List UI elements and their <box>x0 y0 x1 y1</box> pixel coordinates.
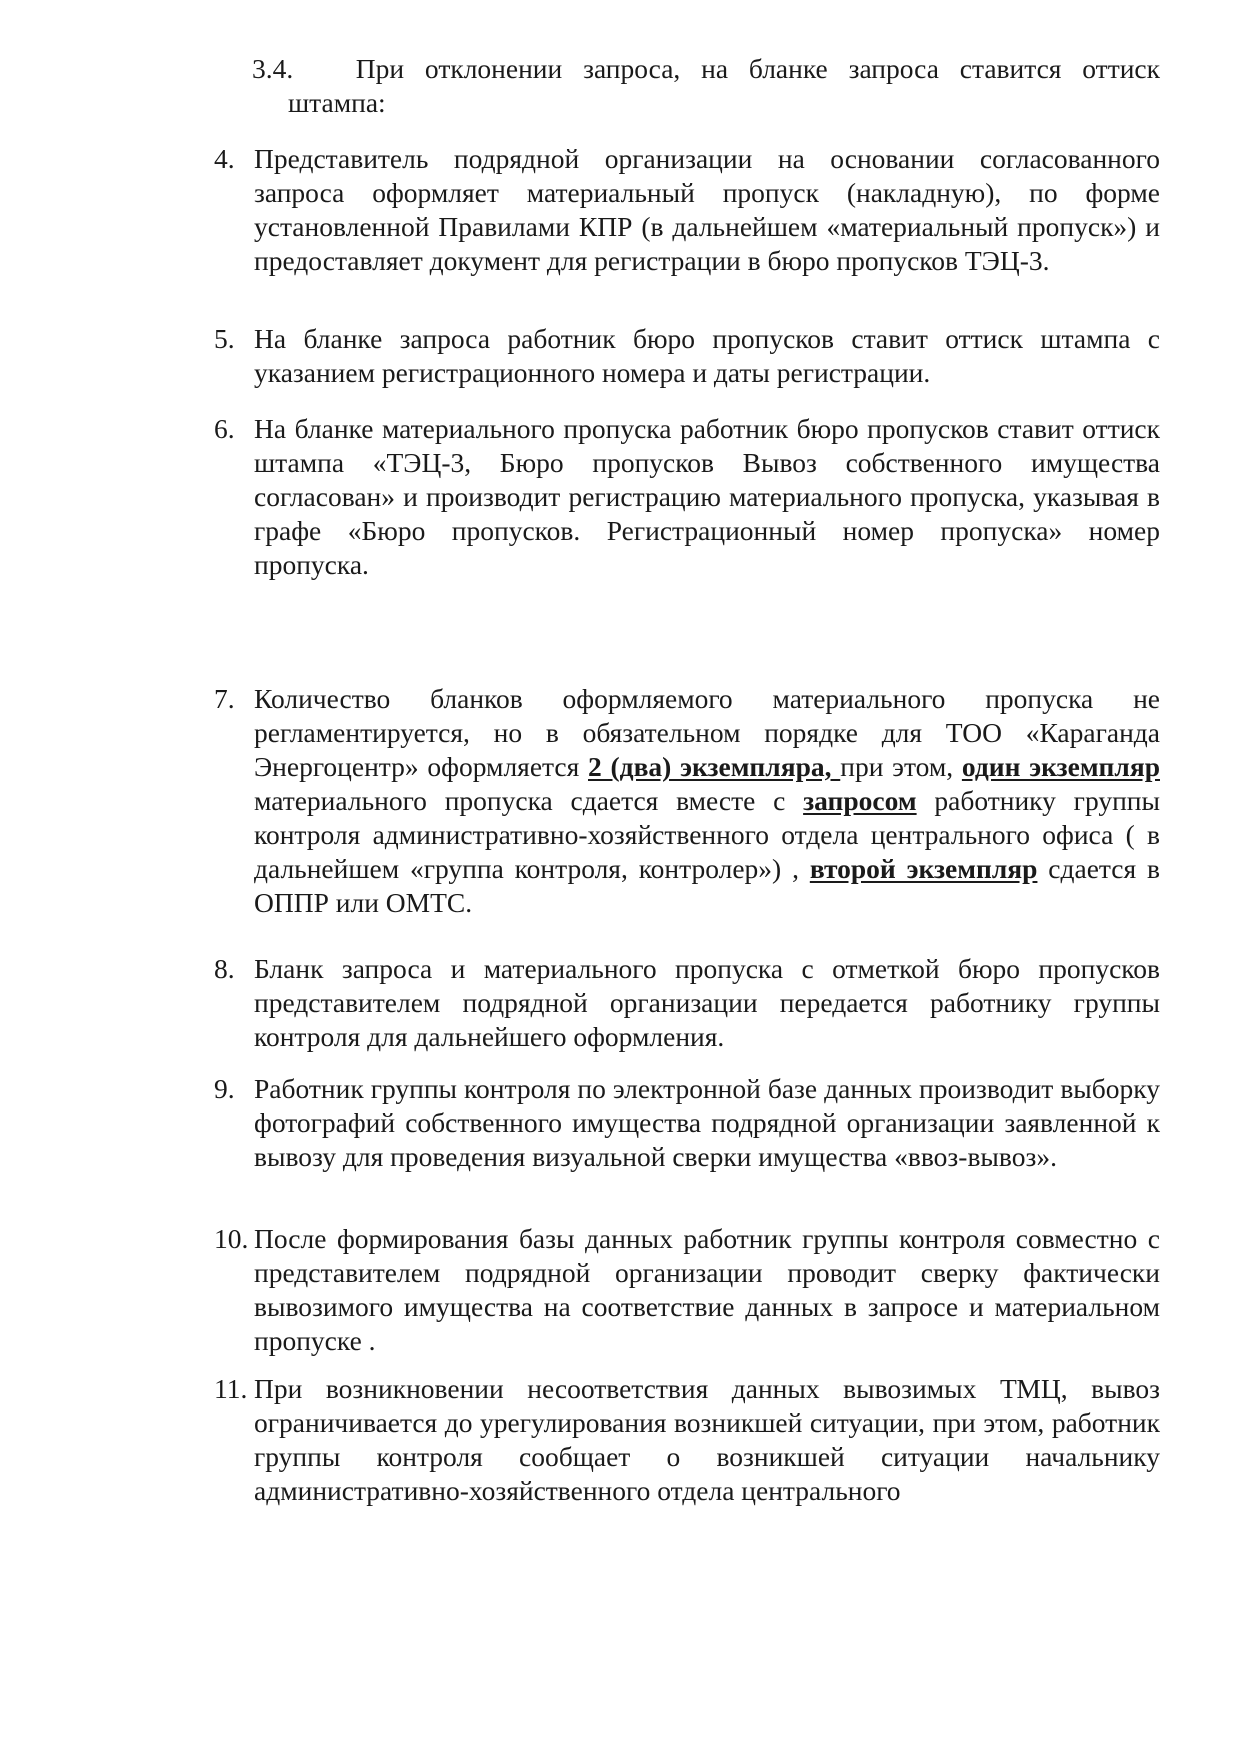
list-item-4 <box>214 142 1160 278</box>
list-item-text: При возникновении несоответствия данных вывозимых ТМЦ, вывоз ограничивается до урегулирования возникшей ситуации, при этом, работник группы контроля сообщает о возникшей ситуации начальнику административно-хозяйственного отдела центрального <box>254 1373 1160 1506</box>
list-item-text-part: работнику группы контроля административно-хозяйственного отдела центрального офиса ( в дальнейшем «группа контроля, контролер») , <box>254 785 1160 884</box>
list-item-text: Представитель подрядной организации на основании согласованного запроса оформляет материальный пропуск (накладную), по форме установленной Правилами КПР (в дальнейшем «материальный пропуск») и предоставляет документ для регистрации в бюро пропусков ТЭЦ-3. <box>254 143 1160 276</box>
list-item-text: При отклонении запроса, на бланке запроса ставится оттиск <box>355 53 1160 84</box>
list-item-number: 3.4. <box>252 53 294 84</box>
list-item-text: Бланк запроса и материального пропуска с отметкой бюро пропусков представителем подрядной организации передается работнику группы контроля для дальнейшего оформления. <box>254 953 1160 1052</box>
list-item-text-part: Количество бланков оформляемого материального пропуска не регламентируется, но в обязательном порядке для ТОО «Караганда Энергоцентр» оформляется <box>254 683 1160 782</box>
list-item-number: 10. <box>214 1223 249 1254</box>
list-item-number: 4. <box>214 143 235 174</box>
list-item-text: После формирования базы данных работник группы контроля совместно с представителем подрядной организации проводит сверку фактически вывозимого имущества на соответствие данных в запросе и материальном пропуске . <box>254 1223 1160 1356</box>
list-item-3-4-continuation: штампа: <box>288 87 386 118</box>
list-item-text <box>254 682 1160 920</box>
list-item-number: 8. <box>214 953 235 984</box>
list-item-text: Работник группы контроля по электронной базе данных производит выборку фотографий собственного имущества подрядной организации заявленной к вывозу для проведения визуальной сверки имущества «ввоз-вывоз». <box>254 1073 1160 1172</box>
emphasis-request: запросом <box>803 785 917 816</box>
list-item-11 <box>214 1372 1160 1508</box>
list-item-number: 9. <box>214 1073 235 1104</box>
list-item-8 <box>214 952 1160 1054</box>
list-item-10 <box>214 1222 1160 1358</box>
emphasis-copies-count: 2 (два) экземпляра, <box>588 751 841 782</box>
emphasis-first-copy: один экземпляр <box>961 751 1160 782</box>
emphasis-second-copy: второй экземпляр <box>809 853 1038 884</box>
list-item-text: На бланке материального пропуска работник бюро пропусков ставит оттиск штампа «ТЭЦ-3, Бюро пропусков Вывоз собственного имущества согласован» и производит регистрацию материального пропуска, указывая в графе «Бюро пропусков. Регистрационный номер пропуска» номер пропуска. <box>254 413 1160 580</box>
list-item-text-part: материального пропуска сдается вместе с <box>254 785 804 816</box>
list-item-6 <box>214 412 1160 582</box>
list-item-text-part: сдается в ОППР или ОМТС. <box>254 853 1160 918</box>
list-item-3-4 <box>252 52 1160 120</box>
list-item-9 <box>214 1072 1160 1174</box>
list-item-3-4-first-line <box>252 52 1160 86</box>
list-item-text: На бланке запроса работник бюро пропусков ставит оттиск штампа с указанием регистрационного номера и даты регистрации. <box>254 323 1160 388</box>
list-item-number: 11. <box>214 1373 248 1404</box>
list-item-number: 7. <box>214 683 235 714</box>
list-item-number: 5. <box>214 323 235 354</box>
list-item-5 <box>214 322 1160 390</box>
list-item-text-part: при этом, <box>840 751 962 782</box>
list-item-number: 6. <box>214 413 235 444</box>
list-item-7 <box>214 682 1160 920</box>
